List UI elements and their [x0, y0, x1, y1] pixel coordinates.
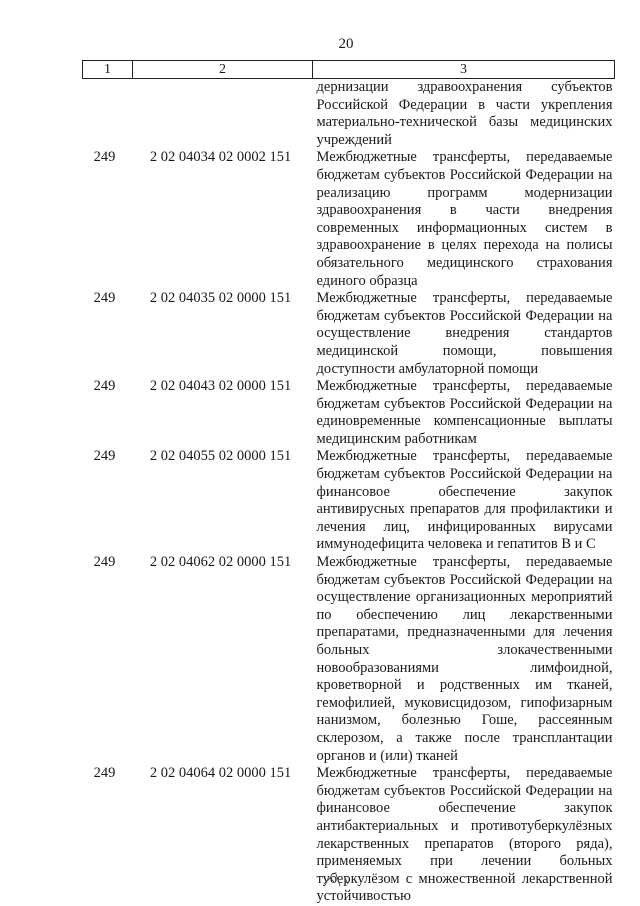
column-header-1: 1 — [83, 61, 133, 79]
row-kbk: 2 02 04043 02 0000 151 — [149, 378, 292, 395]
row-description: Межбюджетные трансферты, передаваемые бюджетам субъектов Российской Федерации на единовременные компенсационные выплаты медицинским работникам — [316, 378, 613, 447]
column-header-3: 3 — [313, 61, 615, 79]
row-kbk: 2 02 04034 02 0002 151 — [149, 149, 292, 166]
row-description: Межбюджетные трансферты, передаваемые бюджетам субъектов Российской Федерации на осуществление внедрения стандартов медицинской помощи, повышения доступности амбулаторной помощи — [316, 290, 613, 377]
table-header-row — [83, 61, 615, 79]
row-description: Межбюджетные трансферты, передаваемые бюджетам субъектов Российской Федерации на финансовое обеспечение закупок антибактериальных и противотуберкулёзных лекарственных препаратов (второго ряда), применяемых при лечении больных туберкулёзом с множественной лекарственной устойчивостью — [316, 765, 613, 905]
page-number: 20 — [338, 36, 354, 52]
row-code: 249 — [93, 765, 116, 782]
column-header-2: 2 — [133, 61, 313, 79]
budget-table — [82, 60, 615, 906]
row-description: Межбюджетные трансферты, передаваемые бюджетам субъектов Российской Федерации на осуществление организационных мероприятий по обеспечению лиц лекарственными препаратами, предназначенными для лечения больных злокачественными новообразованиями лимфоидной, кроветворной и родственных им тканей, гемофилией, муковисцидозом, гипофизарным нанизмом, болезнью Гоше, рассеянным склерозом, а также после трансплантации органов и (или) тканей — [316, 554, 613, 764]
table-row — [83, 554, 615, 765]
row-code: 249 — [93, 448, 116, 465]
row-code: 249 — [93, 149, 116, 166]
row-code: 249 — [93, 378, 116, 395]
row-description: Межбюджетные трансферты, передаваемые бюджетам субъектов Российской Федерации на реализацию программ модернизации здравоохранения в части внедрения современных информационных систем в здравоохранение в целях перехода на полисы обязательного медицинского страхования единого образца — [316, 149, 613, 289]
continuation-text: дернизации здравоохранения субъектов Российской Федерации в части укрепления материально-технической базы медицинских учреждений — [316, 79, 613, 148]
row-description: Межбюджетные трансферты, передаваемые бюджетам субъектов Российской Федерации на финансовое обеспечение закупок антивирусных препаратов для профилактики и лечения лиц, инфицированных вирусами иммунодефицита человека и гепатитов В и С — [316, 448, 613, 553]
row-code: 249 — [93, 554, 116, 571]
table-row — [83, 378, 615, 448]
row-kbk: 2 02 04055 02 0000 151 — [149, 448, 292, 465]
table-row — [83, 448, 615, 554]
table-row — [83, 290, 615, 378]
row-kbk: 2 02 04064 02 0000 151 — [149, 765, 292, 782]
row-kbk: 2 02 04062 02 0000 151 — [149, 554, 292, 571]
row-kbk: 2 02 04035 02 0000 151 — [149, 290, 292, 307]
scan-mark-icon — [318, 868, 358, 892]
table-row — [83, 149, 615, 290]
row-code: 249 — [93, 290, 116, 307]
continuation-row — [83, 79, 615, 150]
